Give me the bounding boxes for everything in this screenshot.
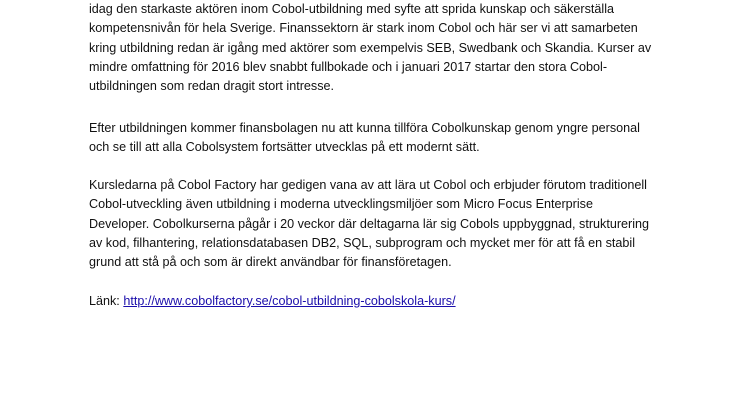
paragraph-cobol-training-intro bbox=[89, 0, 689, 96]
paragraph-after-training bbox=[89, 119, 689, 158]
link-label: Länk: bbox=[89, 294, 120, 308]
text-line: Efter utbildningen kommer finansbolagen nu att kunna tillföra Cobolkunskap genom yngre personal bbox=[89, 121, 640, 135]
text-line: Kursledarna på Cobol Factory har gedigen vana av att lära ut Cobol och erbjuder förutom traditionell bbox=[89, 178, 647, 192]
text-line: och se till att alla Cobolsystem fortsätter utvecklas på ett modernt sätt. bbox=[89, 140, 480, 155]
text-line: kring utbildning redan är igång med aktörer som exempelvis SEB, Swedbank och Skandia. Kurser av bbox=[89, 40, 652, 55]
text-line: mindre omfattning för 2016 blev snabbt fullbokade och i januari 2017 startar den stora Cobol- bbox=[89, 59, 608, 74]
text-line: idag den starkaste aktören inom Cobol-utbildning med syfte att sprida kunskap och säkerställa bbox=[89, 2, 615, 16]
paragraph-course-leaders bbox=[89, 176, 689, 272]
text-line: Developer. Cobolkurserna pågår i 20 veckor där deltagarna lär sig Cobols uppbyggnad, strukturering bbox=[89, 216, 650, 231]
text-line: kompetensnivån för hela Sverige. Finanssektorn är stark inom Cobol och här ser vi att samarbeten bbox=[89, 21, 638, 36]
text-line: av kod, filhantering, relationsdatabasen DB2, SQL, subprogram och mycket mer för att få en stabil bbox=[89, 235, 636, 250]
text-line: Cobol-utveckling även utbildning i moderna utvecklingsmiljöer som Micro Focus Enterprise bbox=[89, 197, 593, 212]
link-line bbox=[89, 292, 689, 311]
text-line: utbildningen som redan dragit stort intresse. bbox=[89, 79, 335, 94]
text-line: grund att stå på och som är direkt användbar för finansföretagen. bbox=[89, 255, 452, 270]
link-paragraph bbox=[89, 292, 689, 311]
cobol-factory-link[interactable]: http://www.cobolfactory.se/cobol-utbildning-cobolskola-kurs/ bbox=[123, 294, 456, 308]
